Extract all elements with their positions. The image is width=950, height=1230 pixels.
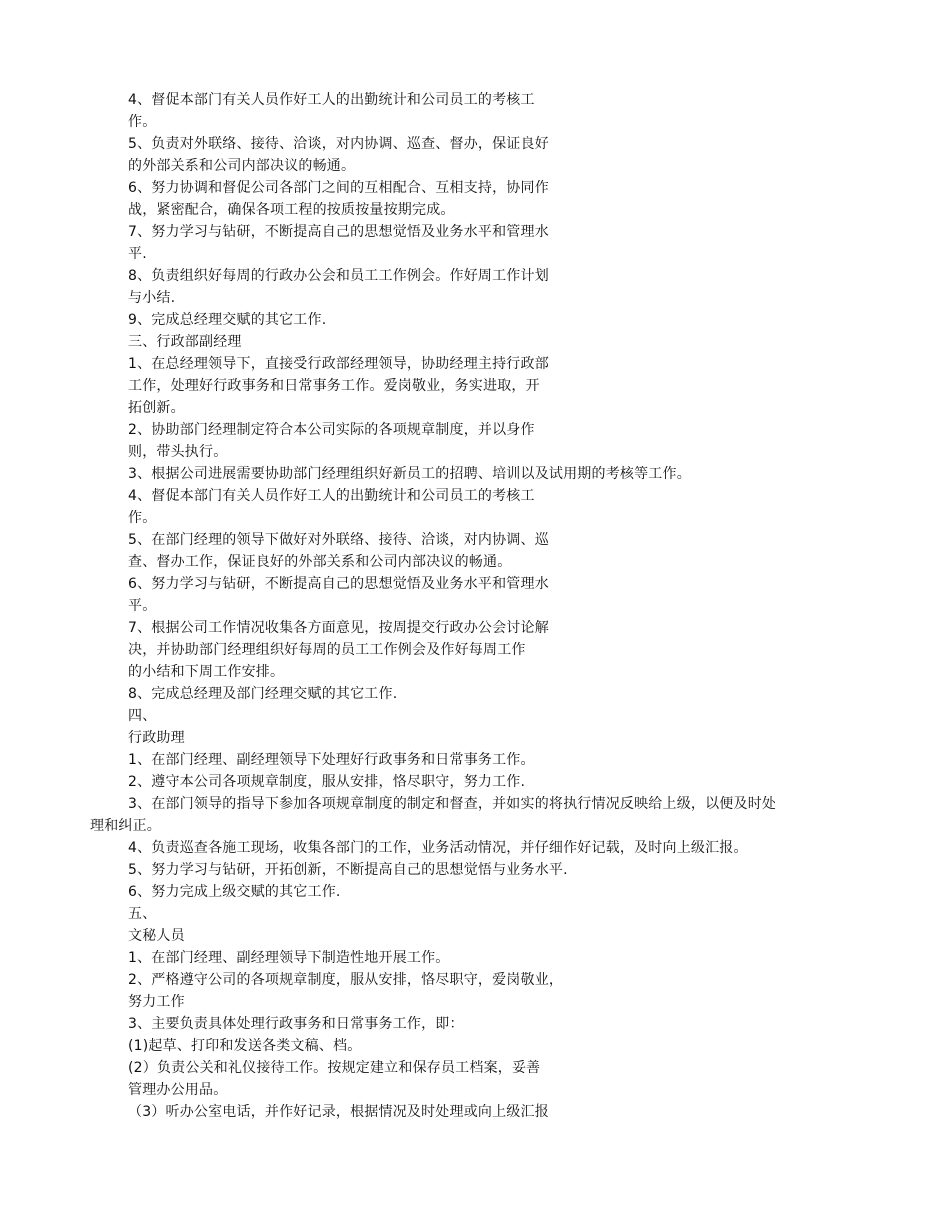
- section-heading: 行政助理: [128, 730, 185, 746]
- text-line: 4、督促本部门有关人员作好工人的出勤统计和公司员工的考核工: [128, 488, 535, 504]
- text-line: (1)起草、打印和发送各类文稿、档。: [128, 1038, 362, 1054]
- text-line: 5、在部门经理的领导下做好对外联络、接待、洽谈，对内协调、巡: [128, 532, 549, 548]
- text-line: 3、根据公司进展需要协助部门经理组织好新员工的招聘、培训以及试用期的考核等工作。: [128, 466, 691, 482]
- text-line: 作。: [128, 510, 157, 526]
- text-line: 4、负责巡查各施工现场，收集各部门的工作，业务活动情况，并仔细作好记载，及时向上级汇报。: [128, 840, 748, 856]
- section-heading: 四、: [128, 708, 157, 724]
- text-line: 2、严格遵守公司的各项规章制度，服从安排，恪尽职守，爱岗敬业，: [128, 972, 564, 988]
- text-line: 8、负责组织好每周的行政办公会和员工工作例会。作好周工作计划: [128, 268, 549, 284]
- text-line: 管理办公用品。: [128, 1082, 228, 1098]
- text-line: 1、在部门经理、副经理领导下制造性地开展工作。: [128, 950, 450, 966]
- text-line: 6、努力学习与钻研，不断提高自己的思想觉悟及业务水平和管理水: [128, 576, 549, 592]
- text-line: 9、完成总经理交赋的其它工作.: [128, 312, 327, 328]
- text-line: 工作，处理好行政事务和日常事务工作。爱岗敬业，务实进取，开: [128, 378, 540, 394]
- text-line: （3）听办公室电话，并作好记录，根据情况及时处理或向上级汇报: [128, 1104, 549, 1120]
- text-line: 平.: [128, 246, 147, 262]
- text-line: 1、在总经理领导下，直接受行政部经理领导，协助经理主持行政部: [128, 356, 549, 372]
- text-line: 的小结和下周工作安排。: [128, 664, 285, 680]
- text-line: 平。: [128, 598, 157, 614]
- text-line: 3、主要负责具体处理行政事务和日常事务工作，即：: [128, 1016, 464, 1032]
- text-line: 决，并协助部门经理组织好每周的员工工作例会及作好每周工作: [128, 642, 526, 658]
- text-line: (2）负责公关和礼仪接待工作。按规定建立和保存员工档案，妥善: [128, 1060, 541, 1076]
- text-line: 努力工作: [128, 994, 185, 1010]
- text-line: 7、努力学习与钻研，不断提高自己的思想觉悟及业务水平和管理水: [128, 224, 549, 240]
- text-line: 与小结.: [128, 290, 176, 306]
- text-line: 5、努力学习与钻研，开拓创新，不断提高自己的思想觉悟与业务水平.: [128, 862, 568, 878]
- text-line: 战，紧密配合，确保各项工程的按质按量按期完成。: [128, 202, 455, 218]
- text-line: 6、努力协调和督促公司各部门之间的互相配合、互相支持，协同作: [128, 180, 549, 196]
- text-line: 2、协助部门经理制定符合本公司实际的各项规章制度，并以身作: [128, 422, 535, 438]
- text-line: 3、在部门领导的指导下参加各项规章制度的制定和督查，并如实的将执行情况反映给上级，以便及时处: [128, 796, 777, 812]
- text-line: 4、督促本部门有关人员作好工人的出勤统计和公司员工的考核工: [128, 92, 535, 108]
- section-heading: 文秘人员: [128, 928, 185, 944]
- text-line: 查、督办工作，保证良好的外部关系和公司内部决议的畅通。: [128, 554, 512, 570]
- text-line: 理和纠正。: [90, 818, 161, 834]
- text-line: 拓创新。: [128, 400, 185, 416]
- text-line: 6、努力完成上级交赋的其它工作.: [128, 884, 341, 900]
- text-line: 作。: [128, 114, 157, 130]
- text-line: 8、完成总经理及部门经理交赋的其它工作.: [128, 686, 398, 702]
- text-line: 2、遵守本公司各项规章制度，服从安排，恪尽职守，努力工作.: [128, 774, 526, 790]
- section-heading: 三、行政部副经理: [128, 334, 242, 350]
- text-line: 5、负责对外联络、接待、洽谈，对内协调、巡查、督办，保证良好: [128, 136, 549, 152]
- text-line: 1、在部门经理、副经理领导下处理好行政事务和日常事务工作。: [128, 752, 535, 768]
- text-line: 7、根据公司工作情况收集各方面意见，按周提交行政办公会讨论解: [128, 620, 549, 636]
- text-line: 的外部关系和公司内部决议的畅通。: [128, 158, 356, 174]
- text-line: 则，带头执行。: [128, 444, 228, 460]
- section-heading: 五、: [128, 906, 157, 922]
